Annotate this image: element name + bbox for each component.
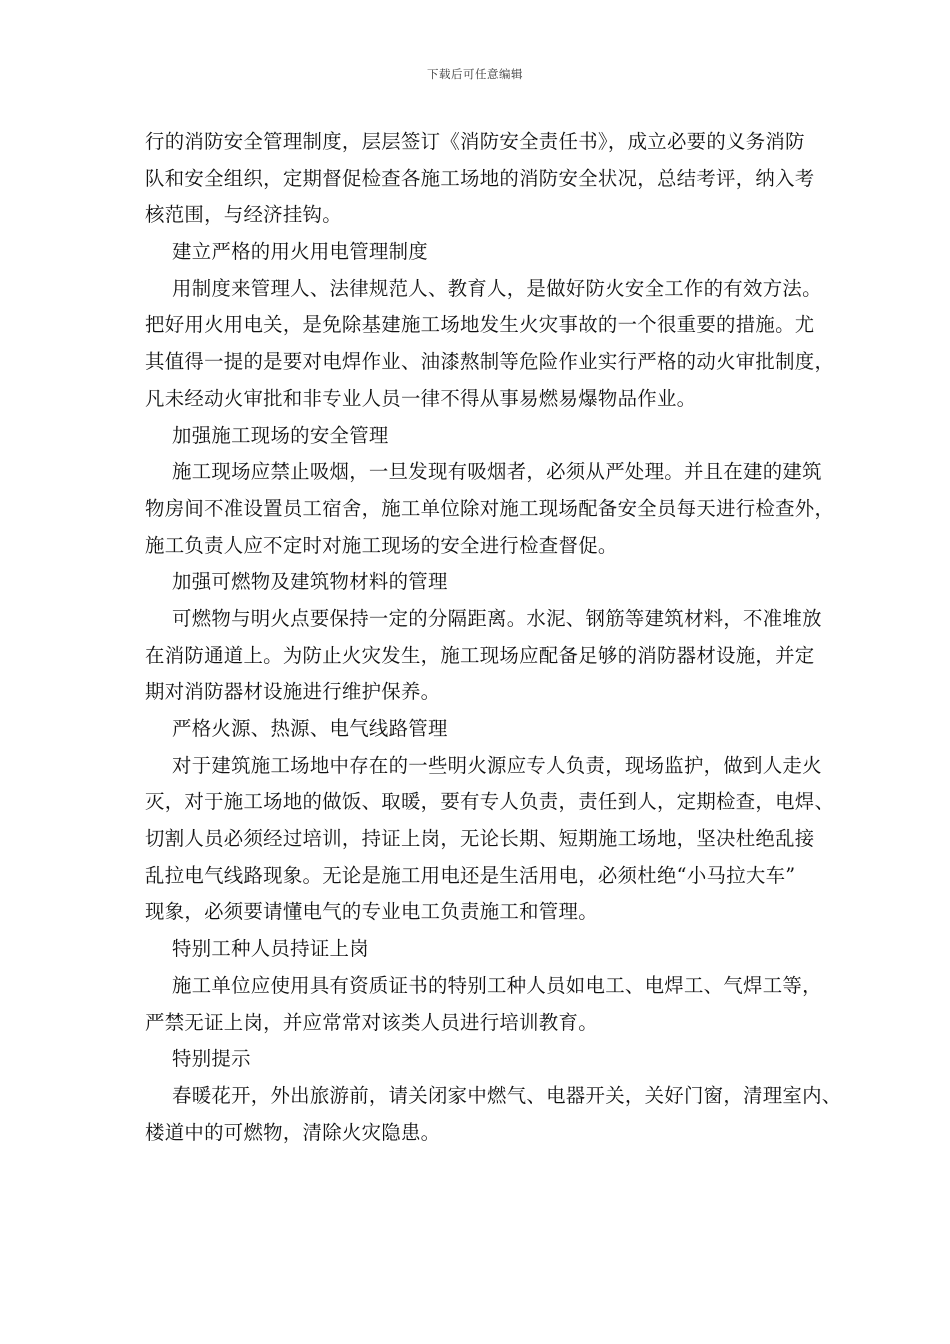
text-line: 现象，必须要请懂电气的专业电工负责施工和管理。 <box>145 900 598 924</box>
text-line: 核范围，与经济挂钩。 <box>145 203 342 227</box>
text-line: 春暖花开，外出旅游前，请关闭家中燃气、电器开关，关好门窗，清理室内、 <box>172 1083 842 1107</box>
text-line: 可燃物与明火点要保持一定的分隔距离。水泥、钢筋等建筑材料，不准堆放 <box>172 606 822 630</box>
text-line: 切割人员必须经过培训，持证上岗，无论长期、短期施工场地，坚决杜绝乱接 <box>145 827 815 851</box>
section-heading: 特别提示 <box>172 1047 251 1071</box>
section-heading: 加强施工现场的安全管理 <box>172 423 389 447</box>
text-line: 其值得一提的是要对电焊作业、油漆熬制等危险作业实行严格的动火审批制度， <box>145 350 835 374</box>
section-heading: 严格火源、热源、电气线路管理 <box>172 717 448 740</box>
text-line: 物房间不准设置员工宿舍，施工单位除对施工现场配备安全员每天进行检查外， <box>145 496 835 520</box>
body-text <box>145 124 842 1151</box>
text-line: 乱拉电气线路现象。无论是施工用电还是生活用电，必须杜绝“小马拉大车” <box>145 863 796 887</box>
text-line: 凡未经动火审批和非专业人员一律不得从事易燃易爆物品作业。 <box>145 386 697 410</box>
section-heading: 加强可燃物及建筑物材料的管理 <box>172 570 448 594</box>
text-line: 对于建筑施工场地中存在的一些明火源应专人负责，现场监护，做到人走火 <box>172 753 822 777</box>
text-line: 施工现场应禁止吸烟，一旦发现有吸烟者，必须从严处理。并且在建的建筑 <box>172 460 822 484</box>
text-line: 把好用火用电关，是免除基建施工场地发生火灾事故的一个很重要的措施。尤 <box>145 313 815 337</box>
text-line: 严禁无证上岗，并应常常对该类人员进行培训教育。 <box>145 1010 598 1034</box>
text-line: 期对消防器材设施进行维护保养。 <box>145 680 441 704</box>
text-line: 楼道中的可燃物，清除火灾隐患。 <box>145 1120 441 1144</box>
section-heading: 特别工种人员持证上岗 <box>172 937 369 961</box>
text-line: 施工负责人应不定时对施工现场的安全进行检查督促。 <box>145 533 618 557</box>
section-heading: 建立严格的用火用电管理制度 <box>172 240 428 264</box>
page-header-note: 下载后可任意编辑 <box>427 67 523 81</box>
text-line: 在消防通道上。为防止火灾发生，施工现场应配备足够的消防器材设施，并定 <box>145 643 815 667</box>
text-line: 队和安全组织，定期督促检查各施工场地的消防安全状况，总结考评，纳入考 <box>145 166 815 190</box>
text-line: 用制度来管理人、法律规范人、教育人，是做好防火安全工作的有效方法。 <box>172 276 822 300</box>
text-line: 施工单位应使用具有资质证书的特别工种人员如电工、电焊工、气焊工等， <box>172 973 822 997</box>
text-line: 灭，对于施工场地的做饭、取暖，要有专人负责，责任到人，定期检查，电焊、 <box>145 790 835 814</box>
text-line: 行的消防安全管理制度，层层签订《消防安全责任书》，成立必要的义务消防 <box>145 130 805 153</box>
